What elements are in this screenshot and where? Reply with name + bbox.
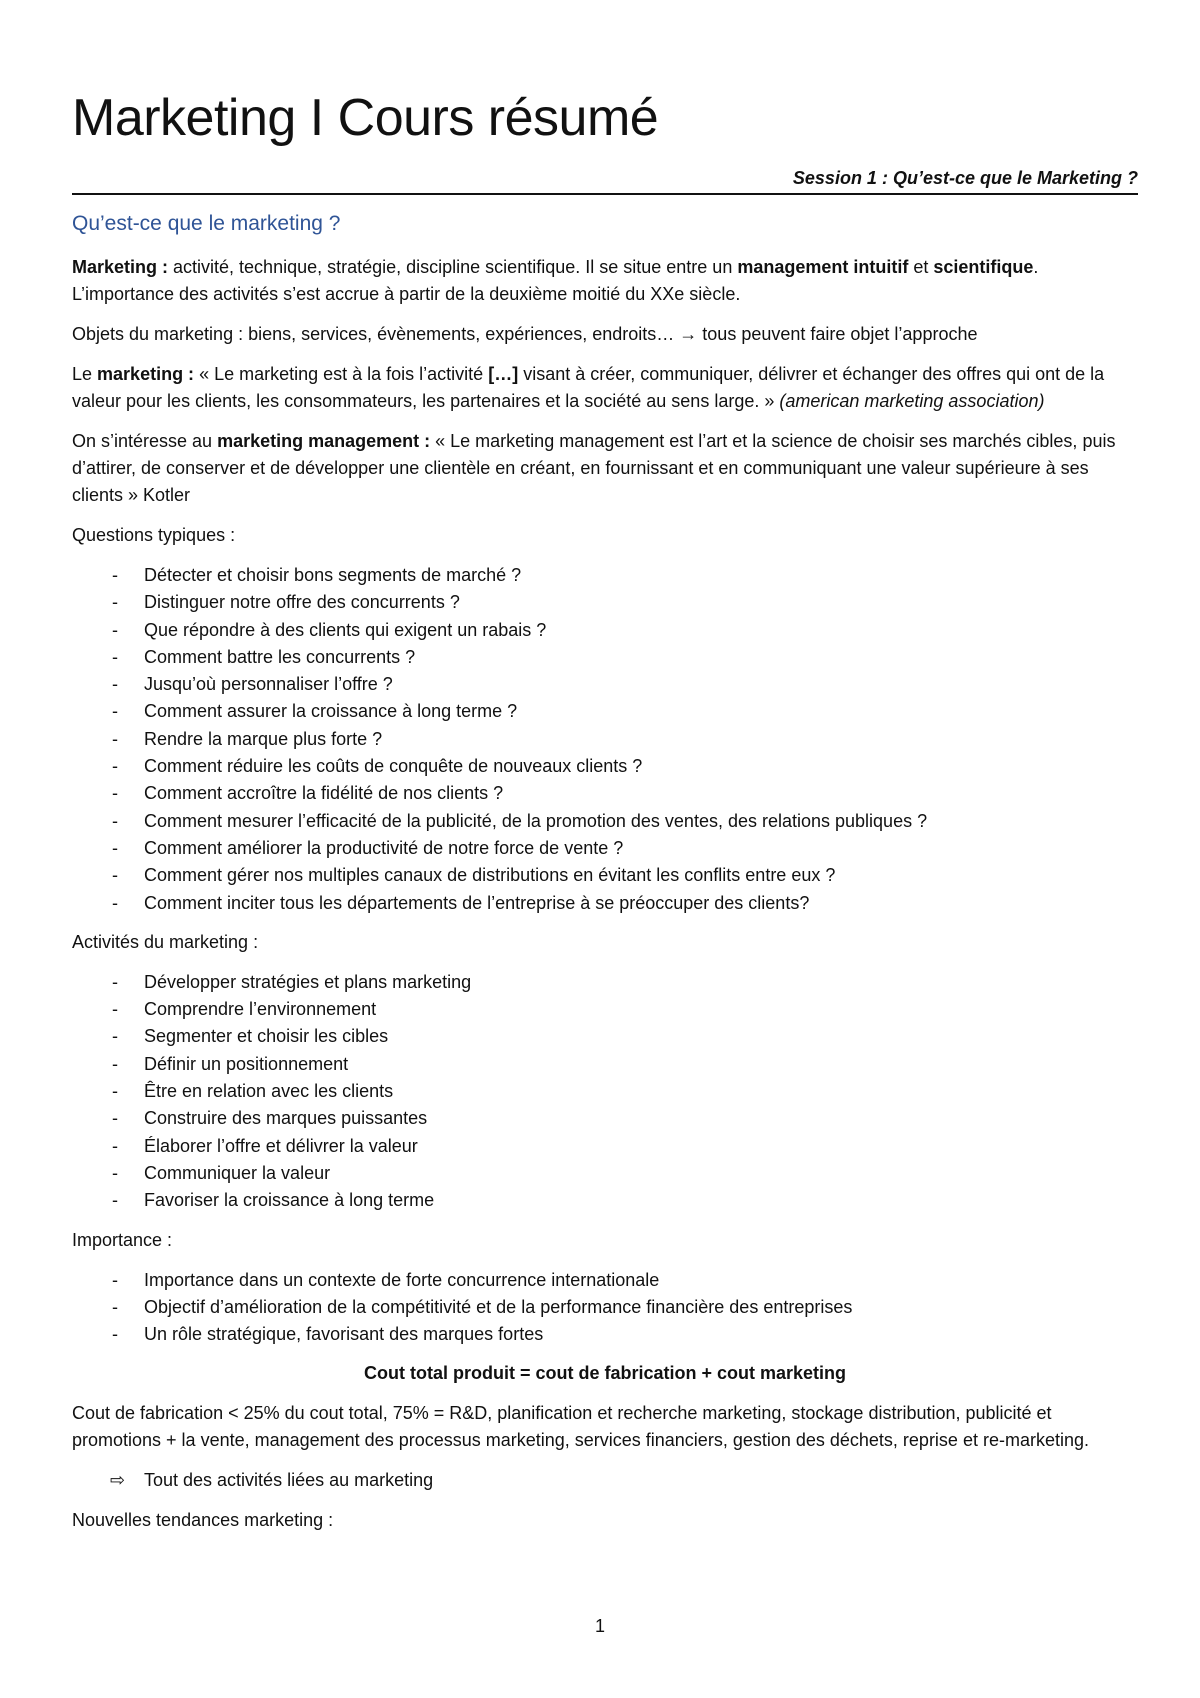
list-item (72, 969, 1138, 996)
list-item (72, 780, 1138, 807)
list-item-text: Importance dans un contexte de forte concurrence internationale (144, 1269, 660, 1290)
list-item-text: Comment assurer la croissance à long terme ? (144, 701, 518, 722)
session-subtitle: Session 1 : Qu’est-ce que le Marketing ? (792, 168, 1138, 188)
dash-bullet: - (112, 1081, 118, 1102)
dash-bullet: - (112, 971, 118, 992)
questions-label: Questions typiques : (72, 525, 236, 545)
dash-bullet: - (112, 701, 118, 722)
list-item-text: Comprendre l’environnement (144, 999, 377, 1020)
dash-bullet: - (112, 565, 118, 585)
paragraph-cost-breakdown: Cout de fabrication < 25% du cout total, 75% = R&D, planification et recherche marketing, stockage distribution, publicité et promotions + la vente, management des processus marketing, services financiers, gestion des déchets, reprise et re-marketing. (72, 1403, 1089, 1451)
list-item-text: Comment inciter tous les départements de l’entreprise à se préoccuper des clients? (144, 892, 810, 913)
list-item (72, 808, 1138, 835)
dash-bullet: - (112, 865, 118, 886)
importance-label: Importance : (72, 1229, 173, 1250)
list-item-text: Jusqu’où personnaliser l’offre ? (144, 674, 393, 695)
list-item (72, 617, 1138, 644)
text-span: Le (72, 364, 98, 384)
dash-bullet: - (112, 1269, 118, 1290)
list-item-text: Définir un positionnement (144, 1053, 349, 1074)
list-item (72, 862, 1138, 889)
document-title: Marketing I Cours résumé (72, 89, 659, 147)
list-item (72, 996, 1138, 1023)
dash-bullet: - (112, 810, 118, 831)
ellipsis-bracket: […] (488, 364, 519, 384)
dash-bullet: - (112, 837, 118, 858)
list-item (72, 1294, 1138, 1321)
list-item-text: Communiquer la valeur (144, 1162, 331, 1183)
list-item (72, 835, 1138, 862)
dash-bullet: - (112, 1108, 118, 1129)
list-item-text: Favoriser la croissance à long terme (144, 1190, 435, 1211)
dash-bullet: - (112, 674, 118, 695)
activities-list (72, 969, 1138, 1215)
cost-formula: Cout total produit = cout de fabrication + cout marketing (363, 1363, 847, 1384)
term-marketing-management: marketing management : (217, 431, 431, 451)
dash-bullet: - (112, 1296, 118, 1317)
list-item (72, 1133, 1138, 1160)
list-item-text: Segmenter et choisir les cibles (144, 1026, 389, 1047)
list-item-text: Comment améliorer la productivité de notre force de vente ? (144, 837, 624, 858)
list-item-text: Comment accroître la fidélité de nos clients ? (144, 783, 504, 804)
list-item-text: Comment réduire les coûts de conquête de nouveaux clients ? (144, 756, 643, 777)
list-item-text: Élaborer l’offre et délivrer la valeur (144, 1135, 418, 1156)
hollow-arrow-icon: ⇨ (110, 1470, 126, 1491)
text-span: visant à créer, communiquer, délivrer et échanger des offres qui ont de la valeur pour les clients, les consommateurs, les partenaires et la société au sens large. » (72, 364, 1105, 411)
list-item-text: Distinguer notre offre des concurrents ? (144, 592, 460, 613)
activities-label: Activités du marketing : (72, 931, 259, 952)
list-item-text: Être en relation avec les clients (144, 1081, 394, 1102)
dash-bullet: - (112, 1162, 118, 1183)
list-item (72, 1105, 1138, 1132)
dash-bullet: - (112, 1053, 118, 1074)
dash-bullet: - (112, 1190, 118, 1211)
paragraph-ama-definition (72, 361, 1138, 415)
section-heading: Qu’est-ce que le marketing ? (72, 212, 341, 235)
text-span: « Le marketing management est l’art et la science de choisir ses marchés cibles, puis d’attirer, de conserver et de développer une clientèle en créant, en fournissant et en communiquant une valeur supérieure à ses clients » Kotler (72, 431, 1116, 505)
paragraph-objets: Objets du marketing : biens, services, évènements, expériences, endroits… → tous peuvent faire objet l’approche (72, 324, 978, 344)
citation-source: (american marketing association) (779, 391, 1045, 411)
dash-bullet: - (112, 999, 118, 1020)
list-item (72, 1023, 1138, 1050)
list-item (72, 698, 1138, 725)
dash-bullet: - (112, 892, 118, 913)
list-item (72, 671, 1138, 698)
list-item (72, 1187, 1138, 1214)
text-span: On s’intéresse au (72, 431, 218, 451)
text-span: « Le marketing est à la fois l’activité (194, 364, 489, 384)
dash-bullet: - (112, 592, 118, 613)
dash-bullet: - (112, 756, 118, 777)
list-item (72, 589, 1138, 616)
list-item-text: Développer stratégies et plans marketing (144, 971, 472, 992)
conclusion-item (72, 1467, 1138, 1494)
list-item (72, 753, 1138, 780)
paragraph-definition (72, 254, 1138, 308)
page-number: 1 (594, 1616, 605, 1636)
list-item-text: Que répondre à des clients qui exigent un rabais ? (144, 619, 547, 640)
term-scientifique: scientifique (933, 257, 1034, 277)
trends-label: Nouvelles tendances marketing : (72, 1510, 334, 1531)
list-item (72, 1078, 1138, 1105)
term-marketing: marketing : (97, 364, 195, 384)
list-item (72, 1321, 1138, 1348)
dash-bullet: - (112, 1026, 118, 1047)
conclusion-text: Tout des activités liées au marketing (144, 1470, 434, 1491)
list-item-text: Rendre la marque plus forte ? (144, 728, 383, 749)
header-rule (72, 193, 1138, 195)
list-item-text: Comment mesurer l’efficacité de la publicité, de la promotion des ventes, des relations publiques ? (144, 810, 928, 831)
dash-bullet: - (112, 1135, 118, 1156)
dash-bullet: - (112, 1324, 118, 1345)
dash-bullet: - (112, 728, 118, 749)
list-item-text: Comment battre les concurrents ? (144, 646, 416, 667)
paragraph-kotler (72, 428, 1138, 509)
list-item-text: Objectif d’amélioration de la compétitivité et de la performance financière des entreprises (144, 1296, 853, 1317)
text-span: et (908, 257, 934, 277)
text-span: activité, technique, stratégie, discipline scientifique. Il se situe entre un (168, 257, 738, 277)
term-marketing: Marketing : (72, 257, 169, 277)
list-item (72, 562, 1138, 589)
dash-bullet: - (112, 646, 118, 667)
questions-list (72, 562, 1138, 917)
list-item (72, 1267, 1138, 1294)
list-item-text: Détecter et choisir bons segments de marché ? (144, 565, 522, 585)
list-item (72, 890, 1138, 917)
document-body (72, 254, 1138, 1547)
list-item-text: Un rôle stratégique, favorisant des marques fortes (144, 1324, 544, 1345)
dash-bullet: - (112, 783, 118, 804)
term-management-intuitif: management intuitif (737, 257, 909, 277)
list-item (72, 644, 1138, 671)
importance-list (72, 1267, 1138, 1349)
list-item (72, 726, 1138, 753)
list-item-text: Construire des marques puissantes (144, 1108, 428, 1129)
dash-bullet: - (112, 619, 118, 640)
list-item (72, 1051, 1138, 1078)
list-item-text: Comment gérer nos multiples canaux de distributions en évitant les conflits entre eux ? (144, 865, 836, 886)
text-span: . L’importance des activités s’est accrue à partir de la deuxième moitié du XXe siècle. (72, 257, 1039, 304)
list-item (72, 1160, 1138, 1187)
